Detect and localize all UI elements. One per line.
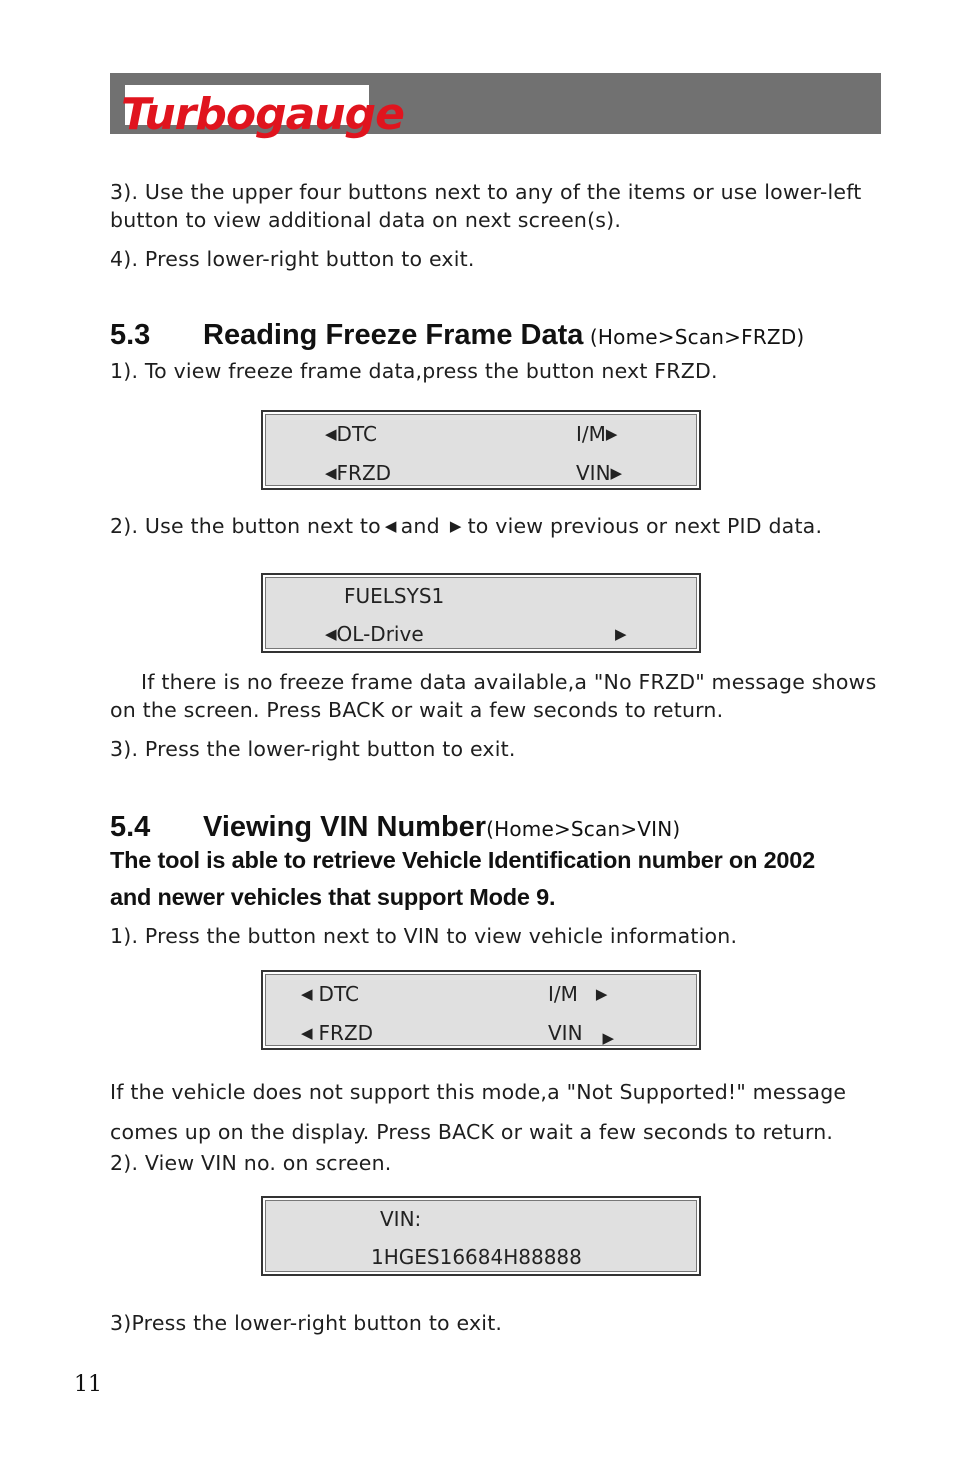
lcd-item-dtc: ◀ DTC <box>301 982 359 1006</box>
step4-text: 4). Press lower-right button to exit. <box>110 247 475 271</box>
section-title: Reading Freeze Frame Data <box>203 319 584 351</box>
section-heading-5-3 <box>110 318 804 354</box>
section-number: 5.3 <box>110 319 151 351</box>
s53-step3: 3). Press the lower-right button to exit. <box>110 737 516 761</box>
s54-note-line2: comes up on the display. Press BACK or wait a few seconds to return. <box>110 1120 834 1144</box>
lcd-item-im: I/M ▶ <box>548 982 608 1006</box>
lcd-pid-value: ◀OL-Drive <box>325 622 424 646</box>
triangle-right-icon: ▶ <box>595 985 608 1003</box>
triangle-right-icon: ▶ <box>449 517 462 535</box>
lcd-item-frzd: ◀FRZD <box>325 461 392 485</box>
lcd-vin-value: 1HGES16684H88888 <box>371 1245 582 1269</box>
s54-note-line1: If the vehicle does not support this mode,a "Not Supported!" message <box>110 1080 847 1104</box>
s54-step3: 3)Press the lower-right button to exit. <box>110 1311 503 1335</box>
section-title: Viewing VIN Number <box>203 811 487 843</box>
triangle-left-icon: ◀ <box>325 625 337 643</box>
triangle-right-icon: ▶ <box>602 1029 615 1047</box>
triangle-left-icon: ◀ <box>325 464 337 482</box>
step3-line1: 3). Use the upper four buttons next to any of the items or use lower-left <box>110 180 862 204</box>
menu-path: (Home>Scan>FRZD) <box>583 325 805 349</box>
section-number: 5.4 <box>110 811 151 843</box>
lcd-screen-vin <box>261 1196 701 1276</box>
triangle-left-icon: ◀ <box>301 1024 313 1042</box>
lcd-item-dtc: ◀DTC <box>325 422 377 446</box>
s53-note-line2: on the screen. Press BACK or wait a few seconds to return. <box>110 698 724 722</box>
triangle-right-icon: ▶ <box>610 464 623 482</box>
step3-line2: button to view additional data on next screen(s). <box>110 208 622 232</box>
s54-intro-line1: The tool is able to retrieve Vehicle Identification number on 2002 <box>110 847 816 873</box>
lcd-item-vin: VIN▶ <box>576 461 623 485</box>
lcd-item-vin: VIN ▶ <box>548 1021 614 1050</box>
lcd-item-im: I/M▶ <box>576 422 618 446</box>
lcd-pid-name: FUELSYS1 <box>344 584 445 608</box>
brand-logo-text: Turbogauge <box>121 89 404 140</box>
s53-step2: 2). Use the button next to ◀ and ▶ to view previous or next PID data. <box>110 514 823 538</box>
double-triangle-left-icon: ◀ <box>301 985 313 1003</box>
s54-intro-line2: and newer vehicles that support Mode 9. <box>110 884 556 910</box>
lcd-screen-menu-2 <box>261 970 701 1050</box>
s53-note-line1: If there is no freeze frame data available,a "No FRZD" message shows <box>141 670 877 694</box>
s53-step1: 1). To view freeze frame data,press the button next FRZD. <box>110 359 718 383</box>
lcd-screen-menu <box>261 410 701 490</box>
lcd-item-frzd: ◀ FRZD <box>301 1021 374 1045</box>
triangle-right-icon: ▶ <box>615 625 627 643</box>
lcd-screen-pid <box>261 573 701 653</box>
page-number: 11 <box>74 1372 102 1397</box>
lcd-vin-label: VIN: <box>380 1207 422 1231</box>
double-triangle-left-icon: ◀ <box>325 425 337 443</box>
lcd-pid-next <box>615 622 627 646</box>
triangle-right-icon: ▶ <box>605 425 618 443</box>
s54-step2: 2). View VIN no. on screen. <box>110 1151 392 1175</box>
header-bar <box>110 73 881 140</box>
menu-path: (Home>Scan>VIN) <box>486 817 681 841</box>
triangle-left-icon: ◀ <box>384 517 397 535</box>
brand-logo <box>121 85 404 140</box>
s54-step1: 1). Press the button next to VIN to view vehicle information. <box>110 924 738 948</box>
section-heading-5-4 <box>110 810 680 846</box>
